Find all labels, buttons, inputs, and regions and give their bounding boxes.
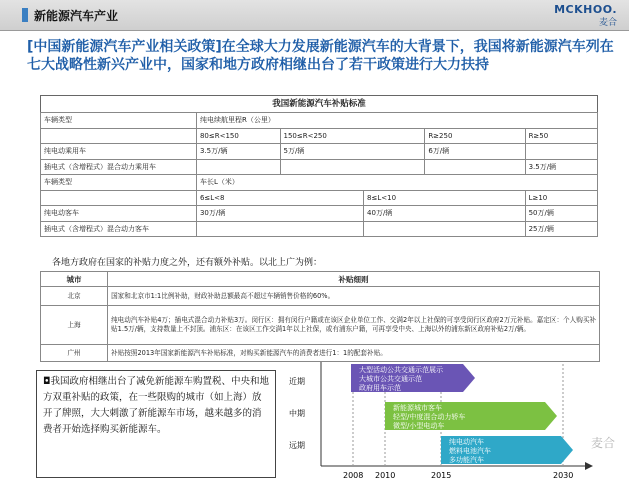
cell xyxy=(41,190,197,206)
y-label: 近期 xyxy=(289,377,305,386)
cell: 纯电动乘用车 xyxy=(41,144,197,160)
cell: 纯电动客车 xyxy=(41,206,197,222)
x-label: 2008 xyxy=(343,471,364,480)
cell: 6万/辆 xyxy=(425,144,525,160)
cell: 6≤L<8 xyxy=(196,190,363,206)
local-subsidy-table xyxy=(40,271,600,362)
detail-cell: 国家和北京市1:1比例补助，财政补助总额最高不超过车辆销售价格的60%。 xyxy=(108,287,600,306)
table-row xyxy=(41,306,600,345)
table-row xyxy=(41,287,600,306)
headline: [中国新能源汽车产业相关政策]在全球大力发展新能源汽车的大背景下，我国将新能源汽车列在七大战略性新兴产业中，国家和地方政府相继出台了若干政策进行大力扶持 xyxy=(27,39,614,73)
column-header: 城市 xyxy=(41,272,108,287)
brand-logo xyxy=(554,3,617,28)
cell: 40万/辆 xyxy=(364,206,526,222)
y-label: 远期 xyxy=(289,441,305,450)
column-header: 补贴细则 xyxy=(108,272,600,287)
city-cell: 广州 xyxy=(41,345,108,362)
cell: 30万/辆 xyxy=(196,206,363,222)
cell: 3.5万/辆 xyxy=(525,159,597,175)
cell: 插电式（含增程式）混合动力乘用车 xyxy=(41,159,197,175)
x-label: 2015 xyxy=(431,471,452,480)
cell xyxy=(525,144,597,160)
cell xyxy=(280,159,425,175)
cell xyxy=(364,221,526,237)
mid-item: 轻型/中度混合动力轿车 xyxy=(393,413,466,421)
cell: R≥250 xyxy=(425,128,525,144)
cell: 车辆类型 xyxy=(41,175,197,191)
cell: 80≤R<150 xyxy=(196,128,280,144)
detail-cell: 纯电动汽车补贴4万；插电式混合动力补贴3万。闵行区：拥有闵行户籍或在该区企业单位工作、交满2年以上社保的可享受闵行区政府2万元补贴。嘉定区：个人购买补贴1.5万/辆，支持数量上不封顶。浦东区：在该区工作交满1年以上社保，或有浦东户籍，可再享受中央、上海以外的浦东新区政府补贴2万/辆。 xyxy=(108,306,600,345)
cell: 车长L（米） xyxy=(196,175,597,191)
city-cell: 北京 xyxy=(41,287,108,306)
page-title: 新能源汽车产业 xyxy=(34,9,119,23)
near-item: 大型活动公共交通示范展示 xyxy=(359,366,443,374)
cell: 150≤R<250 xyxy=(280,128,425,144)
mid-item: 新能源城市客车 xyxy=(393,404,442,412)
watermark: 麦合 xyxy=(590,436,615,450)
cell xyxy=(196,221,363,237)
cell: 3.5万/辆 xyxy=(196,144,280,160)
far-item: 多功能汽车 xyxy=(449,456,484,464)
development-roadmap xyxy=(285,358,605,486)
far-item: 燃料电池汽车 xyxy=(449,447,491,455)
cell xyxy=(425,159,525,175)
cell xyxy=(196,159,280,175)
cell: 纯电续航里程R（公里） xyxy=(196,113,597,129)
city-cell: 上海 xyxy=(41,306,108,345)
cell: L≥10 xyxy=(525,190,597,206)
arrow-icon xyxy=(585,462,593,470)
cell: 车辆类型 xyxy=(41,113,197,129)
subsidy-table-title: 我国新能源汽车补贴标准 xyxy=(40,95,598,112)
near-item: 大城市公共交通示范 xyxy=(359,375,422,383)
cell xyxy=(41,128,197,144)
detail-cell: 补贴按照2013年国家新能源汽车补贴标准，对购买新能源汽车的消费者进行1：1的配套补贴。 xyxy=(108,345,600,362)
far-item: 纯电动汽车 xyxy=(449,438,484,446)
y-label: 中期 xyxy=(289,409,305,418)
header-bar xyxy=(0,0,629,31)
logo-subtext: 麦合 xyxy=(598,18,617,28)
header-accent xyxy=(22,8,28,22)
cell: R≥50 xyxy=(525,128,597,144)
mid-item: 微型/小型电动车 xyxy=(393,422,445,430)
cell: 5万/辆 xyxy=(280,144,425,160)
subsidy-table xyxy=(40,95,598,237)
x-label: 2030 xyxy=(553,471,574,480)
cell: 8≤L<10 xyxy=(364,190,526,206)
cell: 插电式（含增程式）混合动力客车 xyxy=(41,221,197,237)
policy-summary-box: ◘我国政府相继出台了减免新能源车购置税、中央和地方双重补贴的政策，在一些限购的城市（如上海）放开了牌照，大大刺激了新能源车市场，越来越多的消费者开始选择购买新能源车。 xyxy=(36,370,276,478)
cell: 25万/辆 xyxy=(525,221,597,237)
logo-text: MCKHOO. xyxy=(554,3,617,16)
note-text: 各地方政府在国家的补贴力度之外，还有额外补贴。以北上广为例： xyxy=(52,258,323,268)
near-item: 政府用车示范 xyxy=(359,384,401,392)
cell: 50万/辆 xyxy=(525,206,597,222)
x-label: 2010 xyxy=(375,471,396,480)
